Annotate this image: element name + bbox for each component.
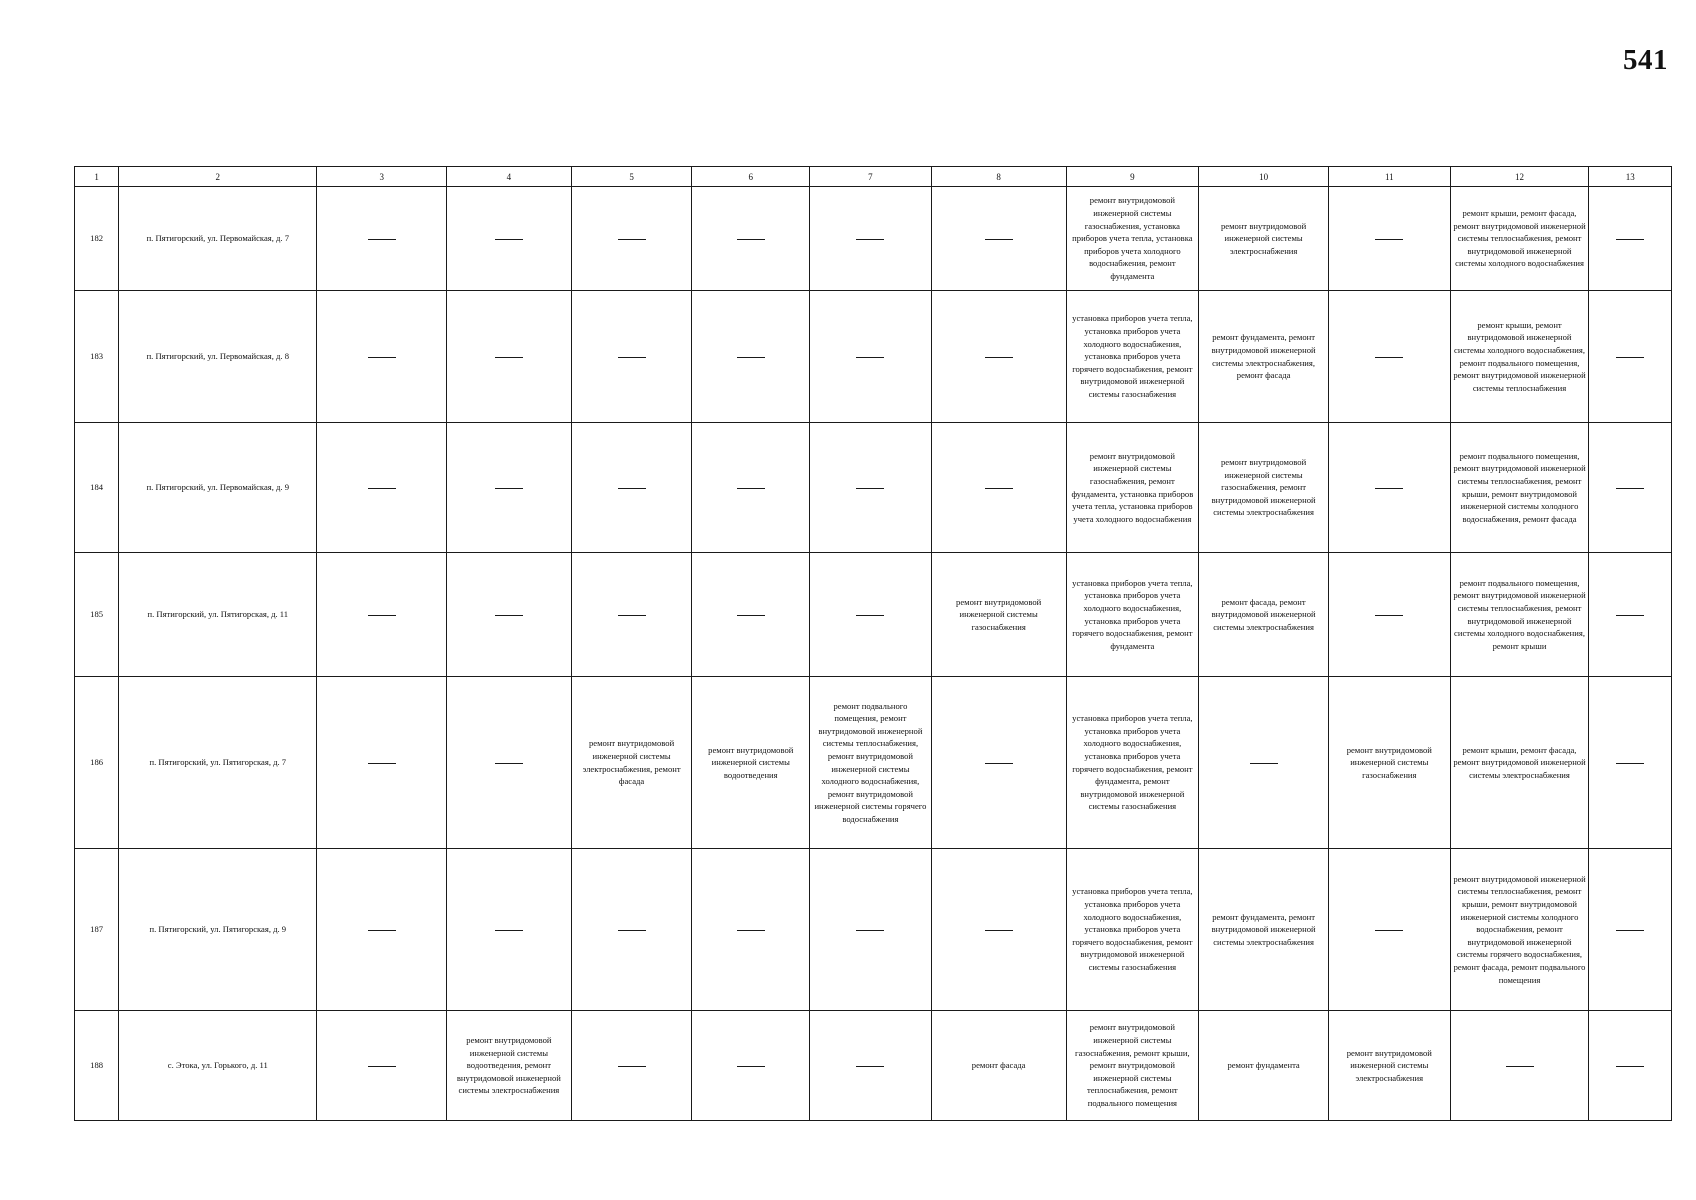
dash-mark [856,239,884,240]
work-type-cell: ремонт крыши, ремонт фасада, ремонт внутридомовой инженерной системы теплоснабжения, ремонт внутридомовой инженерной системы холодного водоснабжения [1450,187,1589,291]
empty-cell [1589,423,1672,553]
empty-cell [692,1011,810,1121]
dash-mark [737,357,765,358]
dash-mark [737,239,765,240]
empty-cell [447,291,572,423]
row-number: 185 [75,553,119,677]
empty-cell [317,1011,447,1121]
empty-cell [571,423,692,553]
row-number: 183 [75,291,119,423]
dash-mark [1616,763,1644,764]
empty-cell [447,187,572,291]
dash-mark [368,930,396,931]
empty-cell [810,849,932,1011]
work-type-cell: ремонт внутридомовой инженерной системы газоснабжения [931,553,1066,677]
column-number: 8 [931,167,1066,187]
dash-mark [1616,357,1644,358]
empty-cell [1328,553,1450,677]
work-type-cell: установка приборов учета тепла, установка приборов учета холодного водоснабжения, установка приборов учета горячего водоснабжения, ремонт внутридомовой инженерной системы газоснабжения [1066,291,1199,423]
empty-cell [317,291,447,423]
address-cell: п. Пятигорский, ул. Первомайская, д. 8 [119,291,317,423]
empty-cell [1589,291,1672,423]
dash-mark [985,239,1013,240]
dash-mark [856,930,884,931]
column-number: 11 [1328,167,1450,187]
address-cell: с. Этока, ул. Горького, д. 11 [119,1011,317,1121]
page-number: 541 [1623,44,1668,76]
empty-cell [1589,677,1672,849]
column-number-row [75,167,1672,187]
empty-cell [692,849,810,1011]
dash-mark [1616,488,1644,489]
work-type-cell: ремонт внутридомовой инженерной системы водоотведения [692,677,810,849]
column-number: 5 [571,167,692,187]
dash-mark [618,615,646,616]
column-number: 3 [317,167,447,187]
empty-cell [317,553,447,677]
dash-mark [368,1066,396,1067]
dash-mark [1375,357,1403,358]
dash-mark [737,1066,765,1067]
empty-cell [1199,677,1329,849]
empty-cell [571,291,692,423]
empty-cell [1589,1011,1672,1121]
dash-mark [618,1066,646,1067]
work-type-cell: ремонт фундамента, ремонт внутридомовой инженерной системы электроснабжения, ремонт фасада [1199,291,1329,423]
empty-cell [571,1011,692,1121]
empty-cell [1589,187,1672,291]
column-number: 12 [1450,167,1589,187]
column-number: 9 [1066,167,1199,187]
empty-cell [692,187,810,291]
address-cell: п. Пятигорский, ул. Первомайская, д. 7 [119,187,317,291]
empty-cell [931,849,1066,1011]
work-type-cell: ремонт внутридомовой инженерной системы электроснабжения, ремонт фасада [571,677,692,849]
dash-mark [368,615,396,616]
work-type-cell: ремонт внутридомовой инженерной системы газоснабжения, ремонт внутридомовой инженерной системы электроснабжения [1199,423,1329,553]
empty-cell [810,1011,932,1121]
empty-cell [1450,1011,1589,1121]
address-cell: п. Пятигорский, ул. Пятигорская, д. 7 [119,677,317,849]
dash-mark [368,357,396,358]
empty-cell [931,187,1066,291]
column-number: 1 [75,167,119,187]
work-type-cell: ремонт подвального помещения, ремонт внутридомовой инженерной системы теплоснабжения, ремонт внутридомовой инженерной системы холодного водоснабжения, ремонт внутридомовой инженерной системы горячего водоснабжения [810,677,932,849]
table-row [75,291,1672,423]
empty-cell [571,553,692,677]
work-type-cell: ремонт внутридомовой инженерной системы электроснабжения [1328,1011,1450,1121]
work-type-cell: установка приборов учета тепла, установка приборов учета холодного водоснабжения, установка приборов учета горячего водоснабжения, ремонт внутридомовой инженерной системы газоснабжения [1066,849,1199,1011]
empty-cell [447,423,572,553]
empty-cell [571,187,692,291]
work-type-cell: ремонт внутридомовой инженерной системы газоснабжения, установка приборов учета тепла, установка приборов учета холодного водоснабжения, ремонт фундамента [1066,187,1199,291]
empty-cell [810,291,932,423]
row-number: 188 [75,1011,119,1121]
empty-cell [1589,553,1672,677]
dash-mark [985,488,1013,489]
dash-mark [1616,239,1644,240]
dash-mark [368,488,396,489]
dash-mark [856,357,884,358]
work-type-cell: ремонт внутридомовой инженерной системы теплоснабжения, ремонт крыши, ремонт внутридомовой инженерной системы холодного водоснабжения, ремонт внутридомовой инженерной системы горячего водоснабжения, ремонт фасада, ремонт подвального помещения [1450,849,1589,1011]
dash-mark [1375,615,1403,616]
empty-cell [317,849,447,1011]
work-type-cell: ремонт крыши, ремонт внутридомовой инженерной системы холодного водоснабжения, ремонт подвального помещения, ремонт внутридомовой инженерной системы теплоснабжения [1450,291,1589,423]
empty-cell [317,423,447,553]
work-type-cell: ремонт фундамента [1199,1011,1329,1121]
table-row [75,553,1672,677]
table-row [75,849,1672,1011]
work-type-cell: ремонт внутридомовой инженерной системы газоснабжения [1328,677,1450,849]
work-type-cell: установка приборов учета тепла, установка приборов учета холодного водоснабжения, установка приборов учета горячего водоснабжения, ремонт фундамента, ремонт внутридомовой инженерной системы газоснабжения [1066,677,1199,849]
dash-mark [495,357,523,358]
table-row [75,423,1672,553]
empty-cell [1589,849,1672,1011]
dash-mark [495,763,523,764]
empty-cell [1328,849,1450,1011]
empty-cell [692,553,810,677]
work-type-cell: ремонт подвального помещения, ремонт внутридомовой инженерной системы теплоснабжения, ремонт внутридомовой инженерной системы холодного водоснабжения, ремонт крыши [1450,553,1589,677]
dash-mark [856,1066,884,1067]
empty-cell [692,291,810,423]
empty-cell [810,423,932,553]
work-type-cell: ремонт фасада [931,1011,1066,1121]
table-row [75,1011,1672,1121]
work-type-cell: ремонт крыши, ремонт фасада, ремонт внутридомовой инженерной системы электроснабжения [1450,677,1589,849]
column-number: 6 [692,167,810,187]
column-number: 7 [810,167,932,187]
dash-mark [985,763,1013,764]
column-number: 13 [1589,167,1672,187]
empty-cell [447,553,572,677]
address-cell: п. Пятигорский, ул. Пятигорская, д. 9 [119,849,317,1011]
dash-mark [737,930,765,931]
empty-cell [692,423,810,553]
dash-mark [1250,763,1278,764]
empty-cell [317,187,447,291]
work-type-cell: ремонт внутридомовой инженерной системы газоснабжения, ремонт крыши, ремонт внутридомовой инженерной системы теплоснабжения, ремонт подвального помещения [1066,1011,1199,1121]
work-type-cell: ремонт подвального помещения, ремонт внутридомовой инженерной системы теплоснабжения, ремонт крыши, ремонт внутридомовой инженерной системы холодного водоснабжения, ремонт фасада [1450,423,1589,553]
dash-mark [495,488,523,489]
work-type-cell: ремонт фасада, ремонт внутридомовой инженерной системы электроснабжения [1199,553,1329,677]
column-number: 2 [119,167,317,187]
dash-mark [618,357,646,358]
dash-mark [1375,239,1403,240]
address-cell: п. Пятигорский, ул. Первомайская, д. 9 [119,423,317,553]
dash-mark [985,357,1013,358]
dash-mark [495,239,523,240]
column-number: 4 [447,167,572,187]
work-type-cell: ремонт внутридомовой инженерной системы электроснабжения [1199,187,1329,291]
row-number: 182 [75,187,119,291]
empty-cell [810,553,932,677]
table-row [75,187,1672,291]
dash-mark [618,488,646,489]
empty-cell [447,677,572,849]
capital-repair-table [74,166,1672,1121]
dash-mark [856,488,884,489]
empty-cell [931,423,1066,553]
dash-mark [856,615,884,616]
empty-cell [571,849,692,1011]
dash-mark [495,930,523,931]
work-type-cell: ремонт фундамента, ремонт внутридомовой инженерной системы электроснабжения [1199,849,1329,1011]
empty-cell [931,677,1066,849]
row-number: 184 [75,423,119,553]
dash-mark [495,615,523,616]
work-type-cell: ремонт внутридомовой инженерной системы газоснабжения, ремонт фундамента, установка приборов учета тепла, установка приборов учета холодного водоснабжения [1066,423,1199,553]
empty-cell [1328,423,1450,553]
dash-mark [1375,488,1403,489]
empty-cell [317,677,447,849]
dash-mark [1616,615,1644,616]
row-number: 186 [75,677,119,849]
empty-cell [931,291,1066,423]
dash-mark [618,930,646,931]
work-type-cell: установка приборов учета тепла, установка приборов учета холодного водоснабжения, установка приборов учета горячего водоснабжения, ремонт фундамента [1066,553,1199,677]
address-cell: п. Пятигорский, ул. Пятигорская, д. 11 [119,553,317,677]
dash-mark [368,239,396,240]
dash-mark [1616,930,1644,931]
empty-cell [810,187,932,291]
empty-cell [1328,291,1450,423]
dash-mark [368,763,396,764]
dash-mark [737,488,765,489]
dash-mark [737,615,765,616]
table-body [75,187,1672,1121]
dash-mark [1506,1066,1534,1067]
column-number: 10 [1199,167,1329,187]
dash-mark [1375,930,1403,931]
dash-mark [985,930,1013,931]
row-number: 187 [75,849,119,1011]
empty-cell [1328,187,1450,291]
dash-mark [1616,1066,1644,1067]
table-row [75,677,1672,849]
dash-mark [618,239,646,240]
work-type-cell: ремонт внутридомовой инженерной системы водоотведения, ремонт внутридомовой инженерной системы электроснабжения [447,1011,572,1121]
empty-cell [447,849,572,1011]
